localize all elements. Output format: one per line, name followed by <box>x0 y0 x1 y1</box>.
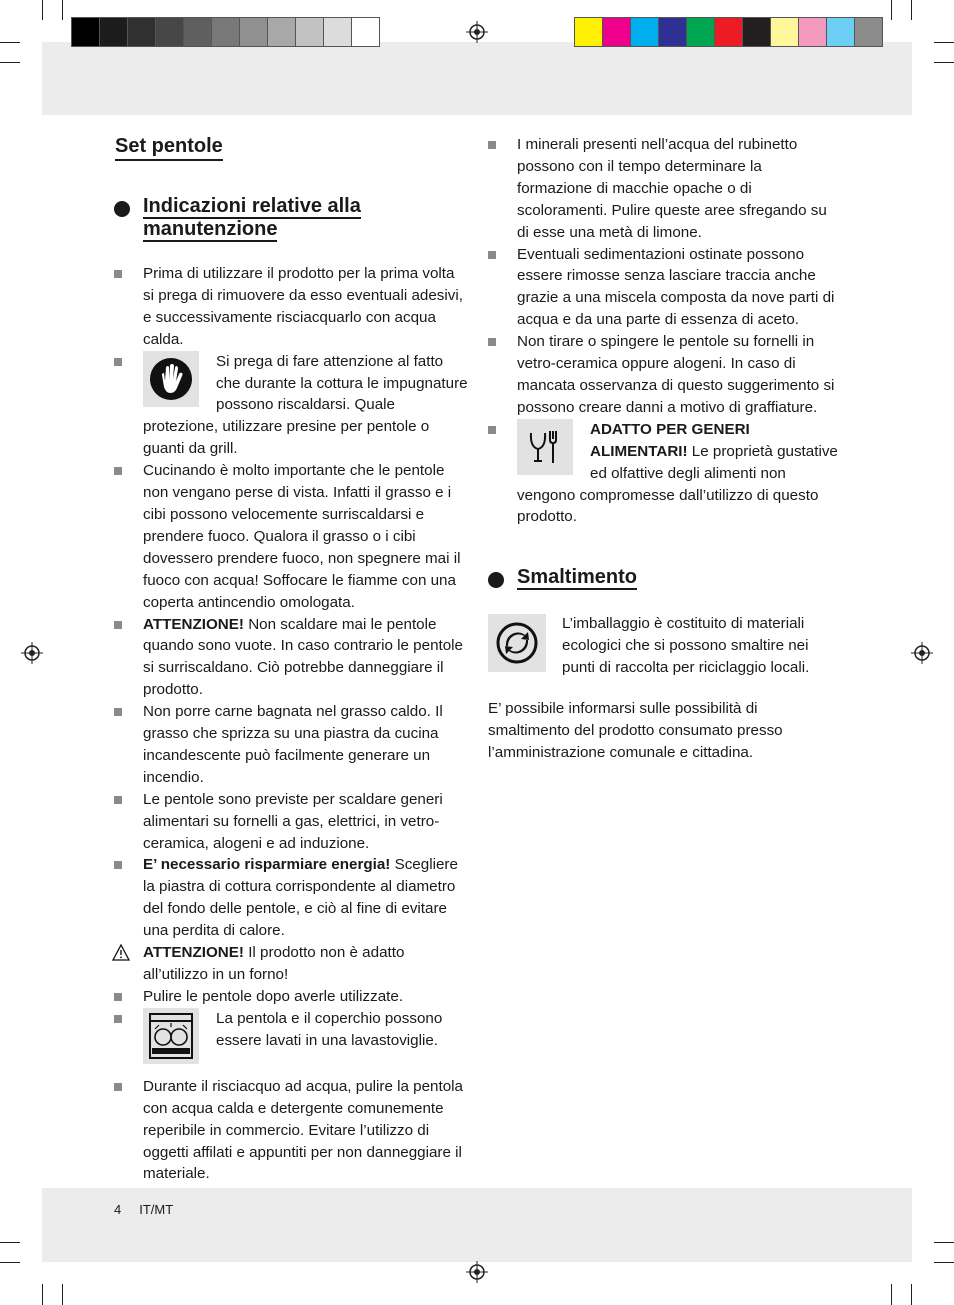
registration-mark-icon <box>466 1261 488 1283</box>
crop-mark <box>42 1284 43 1305</box>
item-text: Durante il risciacquo ad acqua, pulire la pentola con acqua calda e detergente comunemente reperibile in commercio. Evitare l’utilizzo di oggetti affilati e appuntiti per non danneggiare il materiale. <box>143 1077 463 1183</box>
list-item <box>114 942 468 986</box>
green-dot-recycle-icon <box>488 614 546 672</box>
footer-band <box>42 1188 912 1262</box>
crop-mark <box>0 1242 20 1243</box>
list-bullet-icon <box>114 467 122 475</box>
crop-mark <box>891 0 892 20</box>
color-swatch <box>267 17 296 47</box>
color-swatch <box>826 17 855 47</box>
item-text: Scegliere la piastra di cottura corrispondente al diametro del fondo delle pentole, e ciò al fine di evitare una perdita di calore. <box>143 856 458 940</box>
color-swatch <box>798 17 827 47</box>
item-text: Non scaldare mai le pentole quando sono vuote. In caso contrario le pentole si surriscaldano. Ciò potrebbe danneggiare il prodotto. <box>143 615 464 699</box>
list-item <box>114 986 468 1008</box>
list-item <box>488 331 840 419</box>
list-item <box>114 1008 468 1064</box>
crop-mark <box>0 42 20 43</box>
item-emphasis: ADATTO PER GENERI ALIMENTARI! <box>590 420 750 460</box>
item-text: Non tirare o spingere le pentole su fornelli in vetro-ceramica oppure alogeni. In caso di mancata osservanza di questo suggerimento si possono creare danni a motivo di graffiature. <box>517 333 835 416</box>
crop-mark <box>934 42 954 43</box>
item-text: Non porre carne bagnata nel grasso caldo. Il grasso che sprizza su una piastra da cucina incandescente può facilmente generare un incendio. <box>143 703 443 786</box>
crop-mark <box>42 0 43 20</box>
maintenance-heading <box>114 195 468 241</box>
list-item <box>488 419 840 529</box>
color-swatch <box>742 17 771 47</box>
crop-mark <box>62 0 63 20</box>
item-text: Cucinando è molto importante che le pentole non vengano perse di vista. Infatti il grasso e i cibi possono velocemente surriscaldarsi e prendere fuoco. Qualora il grasso o i cibi dovessero prendere fuoco, non spegnere mai il fuoco con acqua! Soffocare le fiamme con una coperta antincendio omologata. <box>143 462 461 611</box>
list-bullet-icon <box>114 358 122 366</box>
glove-icon <box>143 351 199 407</box>
dishwasher-icon <box>143 1008 199 1064</box>
list-bullet-icon <box>114 708 122 716</box>
list-item <box>114 351 468 461</box>
recycle-block <box>488 613 840 679</box>
food-safe-icon <box>517 419 573 475</box>
page-number: 4 <box>114 1202 122 1217</box>
process-color-bar <box>574 17 882 47</box>
color-swatch <box>602 17 631 47</box>
list-bullet-icon <box>114 1083 122 1091</box>
color-swatch <box>127 17 156 47</box>
registration-mark-icon <box>466 21 488 43</box>
color-swatch <box>686 17 715 47</box>
disposal-info: E’ possibile informarsi sulle possibilità di smaltimento del prodotto consumato presso l’amministrazione comunale e cittadina. <box>488 700 783 761</box>
maintenance-heading-text: Indicazioni relative alla manutenzione <box>143 195 361 240</box>
list-bullet-icon <box>114 861 122 869</box>
crop-mark <box>934 62 954 63</box>
list-bullet-icon <box>114 993 122 1001</box>
color-swatch <box>183 17 212 47</box>
item-text: Il prodotto non è adatto all’utilizzo in un forno! <box>143 944 405 983</box>
page-footer <box>114 1202 173 1217</box>
color-swatch <box>770 17 799 47</box>
maintenance-list-continued <box>488 134 840 528</box>
list-item <box>488 244 840 332</box>
list-bullet-icon <box>114 796 122 804</box>
list-item <box>114 854 468 942</box>
warning-triangle-icon <box>112 944 130 961</box>
crop-mark <box>0 1262 20 1263</box>
page-title: Set pentole <box>115 133 223 161</box>
color-swatch <box>155 17 184 47</box>
registration-mark-icon <box>911 642 933 664</box>
crop-mark <box>0 62 20 63</box>
list-item <box>114 614 468 702</box>
item-text: Eventuali sedimentazioni ostinate possono essere rimosse senza lasciare traccia anche grazie a una miscela composta da nove parti di acqua e da una parte di essenza di aceto. <box>517 245 835 329</box>
color-swatch <box>854 17 883 47</box>
item-text: La pentola e il coperchio possono essere lavati in una lavastoviglie. <box>216 1009 443 1049</box>
color-swatch <box>630 17 659 47</box>
header-band <box>42 42 912 115</box>
list-bullet-icon <box>488 426 496 434</box>
list-bullet-icon <box>488 141 496 149</box>
color-swatch <box>351 17 380 47</box>
list-item <box>114 1076 468 1186</box>
left-column <box>114 130 468 1185</box>
item-text: Si prega di fare attenzione al fatto che durante la cottura le impugnature possono riscaldarsi. Quale protezione, utilizzare presine per pentole o guanti da grill. <box>143 352 468 458</box>
list-bullet-icon <box>114 270 122 278</box>
right-column <box>488 134 840 764</box>
list-bullet-icon <box>488 251 496 259</box>
crop-mark <box>891 1284 892 1305</box>
color-swatch <box>211 17 240 47</box>
item-text: Le proprietà gustative ed olfattive degli alimenti non vengono compromesse dall’utilizzo di questo prodotto. <box>517 442 838 526</box>
grayscale-color-bar <box>71 17 379 47</box>
item-text: I minerali presenti nell’acqua del rubinetto possono con il tempo determinare la formazione di macchie opache o di scoloramenti. Pulire queste aree sfregando su di esse una metà di limone. <box>517 136 827 241</box>
maintenance-list <box>114 263 468 1185</box>
color-swatch <box>295 17 324 47</box>
color-swatch <box>71 17 100 47</box>
registration-mark-icon <box>21 642 43 664</box>
disposal-heading-text: Smaltimento <box>517 566 638 589</box>
list-item <box>488 134 840 244</box>
crop-mark <box>934 1242 954 1243</box>
list-item <box>114 263 468 351</box>
color-swatch <box>239 17 268 47</box>
crop-mark <box>911 1284 912 1305</box>
item-text: Le pentole sono previste per scaldare generi alimentari su fornelli a gas, elettrici, in vetro-ceramica, alogeni e ad induzione. <box>143 790 443 852</box>
item-emphasis: E’ necessario risparmiare energia! <box>143 856 391 874</box>
crop-mark <box>934 1262 954 1263</box>
list-bullet-icon <box>114 1015 122 1023</box>
color-swatch <box>658 17 687 47</box>
language-code: IT/MT <box>139 1202 174 1217</box>
crop-mark <box>62 1284 63 1305</box>
recycle-text: L’imballaggio è costituito di materiali ecologici che si possono smaltire nei punti di raccolta per riciclaggio locali. <box>562 615 810 677</box>
heading-bullet-icon <box>114 201 130 217</box>
color-swatch <box>323 17 352 47</box>
color-swatch <box>99 17 128 47</box>
color-swatch <box>714 17 743 47</box>
list-item <box>114 460 468 613</box>
color-swatch <box>574 17 603 47</box>
crop-mark <box>911 0 912 20</box>
item-text: Pulire le pentole dopo averle utilizzate. <box>143 987 404 1005</box>
list-bullet-icon <box>114 621 122 629</box>
list-item <box>114 789 468 855</box>
item-emphasis: ATTENZIONE! <box>143 944 244 962</box>
disposal-heading <box>488 566 840 589</box>
list-bullet-icon <box>488 338 496 346</box>
heading-bullet-icon <box>488 572 504 588</box>
list-item <box>114 701 468 789</box>
item-emphasis: ATTENZIONE! <box>143 615 244 633</box>
item-text: Prima di utilizzare il prodotto per la prima volta si prega di rimuovere da esso eventuali adesivi, e successivamente risciacquarlo con acqua calda. <box>143 265 463 348</box>
